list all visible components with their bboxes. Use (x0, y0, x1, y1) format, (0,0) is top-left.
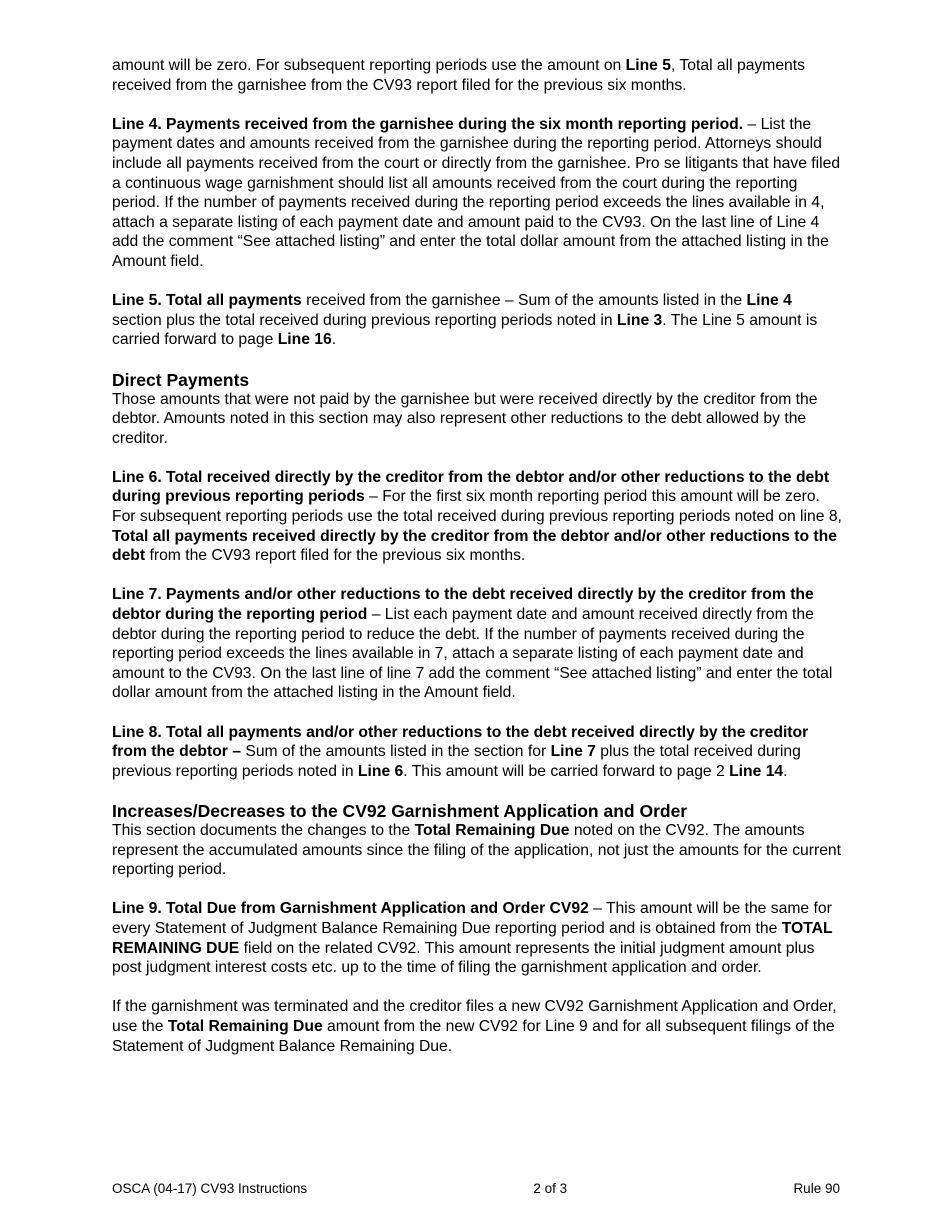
text-run: amount from the new CV92 for Line 9 and for all subsequent filings of the Statement of Judgment Balance Remaining Due. (112, 1017, 835, 1055)
paragraph (112, 115, 842, 272)
bold-text: TOTAL REMAINING DUE (112, 919, 833, 957)
bold-text: Line 5 (625, 57, 671, 74)
text-run: – List each payment date and amount received directly from the debtor during the reporting period to reduce the debt. If the number of payments received during the reporting period exceeds the lines available in 7, attach a separate listing of each payment date and amount to the CV93. On the last line of line 7 add the comment “See attached listing” and enter the total dollar amount from the attached listing in the Amount field. (112, 606, 833, 702)
text-run: – List the payment dates and amounts received from the garnishee during the reporting period. Attorneys should include all payments received from the court or directly from the garnishee. Pro se litigants that have filed a continuous wage garnishment should list all amounts received from the court during the reporting period. If the number of payments received during the reporting period exceeds the lines available in 4, attach a separate listing of each payment date and amount paid to the CV93. On the last line of Line 4 add the comment “See attached listing” and enter the total dollar amount from the attached listing in the Amount field. (112, 115, 841, 270)
text-run: . (783, 762, 788, 780)
text-run: . The Line 5 amount is carried forward to page (112, 311, 818, 349)
section-heading-direct-payments: Direct Payments (112, 369, 250, 390)
paragraph (112, 468, 842, 566)
intro-section (112, 56, 842, 350)
paragraph (112, 585, 842, 703)
bold-text: Line 9. Total Due from Garnishment Application and Order CV92 (112, 900, 589, 918)
bold-text: Line 7 (550, 743, 596, 761)
bold-text: Total all payments received directly by the creditor from the debtor and/or other reductions to the debt (112, 527, 837, 565)
paragraph (112, 997, 842, 1056)
paragraph (112, 723, 842, 782)
footer-rule: Rule 90 (793, 1181, 840, 1196)
text-run: Sum of the amounts listed in the section for (241, 743, 551, 761)
bold-text: Total Remaining Due (414, 821, 570, 839)
bold-text: Line 16 (277, 331, 332, 349)
text-run: . This amount will be carried forward to page 2 (403, 762, 730, 780)
increases-body (112, 821, 842, 1056)
paragraph (112, 291, 842, 350)
bold-text: Line 14 (729, 762, 784, 780)
page-footer (112, 1181, 840, 1197)
bold-text: Line 3 (616, 311, 663, 329)
text-run: amount will be zero. For subsequent reporting periods use the amount on (112, 57, 626, 74)
bold-text: Line 8. Total all payments and/or other reductions to the debt received directly by the creditor from the debtor – (112, 723, 809, 761)
bold-text: Total Remaining Due (167, 1017, 323, 1035)
text-run: from the CV93 report filed for the previous six months. (145, 547, 526, 565)
bold-text: Line 5. Total all payments (112, 292, 302, 310)
paragraph (112, 390, 842, 449)
footer-page-number: 2 of 3 (533, 1181, 568, 1196)
footer-form-id: OSCA (04-17) CV93 Instructions (112, 1181, 308, 1196)
direct-payments-section (112, 370, 842, 782)
text-run: section plus the total received during previous reporting periods noted in (112, 311, 617, 329)
text-run: If the garnishment was terminated and the creditor files a new CV92 Garnishment Application and Order, use the (112, 998, 837, 1035)
text-run: This section documents the changes to the (112, 821, 415, 839)
bold-text: Line 4 (746, 292, 792, 310)
document-page (112, 56, 842, 1076)
increases-section (112, 801, 842, 1056)
text-run: , Total all payments received from the garnishee from the CV93 report filed for the previous six months. (112, 57, 805, 94)
text-run: noted on the CV92. The amounts represent the accumulated amounts since the filing of the application, not just the amounts for the current reporting period. (112, 821, 842, 879)
text-run: Those amounts that were not paid by the garnishee but were received directly by the creditor from the debtor. Amounts noted in this section may also represent other reductions to the debt allowed by the creditor. (112, 390, 818, 447)
text-run: – For the first six month reporting period this amount will be zero. For subsequent reporting periods use the total received during previous reporting periods noted on line 8, (112, 488, 842, 526)
bold-text: Line 6. Total received directly by the creditor from the debtor and/or other reductions to the debt during previous reporting periods (112, 468, 830, 506)
bold-text: Line 6 (357, 762, 404, 780)
section-heading-increases-decreases: Increases/Decreases to the CV92 Garnishment Application and Order (112, 800, 688, 821)
text-run: plus the total received during previous reporting periods noted in (112, 743, 801, 780)
bold-text: Line 7. Payments and/or other reductions to the debt received directly by the creditor from the debtor during the reporting period (112, 586, 814, 624)
text-run: . (331, 331, 337, 349)
direct-payments-body (112, 390, 842, 782)
bold-text: Line 4. Payments received from the garnishee during the six month reporting period. (112, 115, 744, 133)
paragraph (112, 899, 842, 977)
text-run: – This amount will be the same for every Statement of Judgment Balance Remaining Due reporting period and is obtained from the (112, 900, 832, 937)
paragraph (112, 56, 842, 95)
paragraph (112, 821, 842, 880)
text-run: field on the related CV92. This amount represents the initial judgment amount plus post judgment interest costs etc. up to the time of filing the garnishment application and order. (112, 939, 815, 977)
text-run: received from the garnishee – Sum of the amounts listed in the (301, 292, 747, 310)
